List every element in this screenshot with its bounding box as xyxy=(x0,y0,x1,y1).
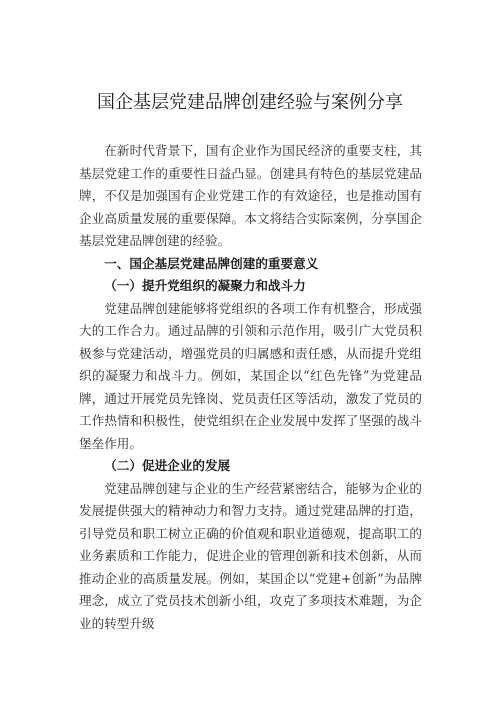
subsection-paragraph-2: 党建品牌创建与企业的生产经营紧密结合，能够为企业的发展提供强大的精神动力和智力支持。通过党建品牌的打造，引导党员和职工树立正确的价值观和职业道德观，提高职工的业务素质和工作能力，促进企业的管理创新和技术创新，从而推动企业的高质量发展。例如，某国企以“党建+创新”为品牌理念，成立了党员技术创新小组，攻克了多项技术难题，为企业的转型升级 xyxy=(79,480,422,631)
subsection-heading-1: （一）提升党组织的凝聚力和战斗力 xyxy=(104,278,306,293)
document-body xyxy=(79,140,422,635)
document-title: 国企基层党建品牌创建经验与案例分享 xyxy=(97,92,403,113)
intro-paragraph: 在新时代背景下，国有企业作为国民经济的重要支柱，其基层党建工作的重要性日益凸显。创建具有特色的基层党建品牌，不仅是加强国有企业党建工作的有效途径，也是推动国有企业高质量发展的重要保障。本文将结合实际案例，分享国企基层党建品牌创建的经验。 xyxy=(79,143,422,248)
subsection-paragraph-1: 党建品牌创建能够将党组织的各项工作有机整合，形成强大的工作合力。通过品牌的引领和示范作用，吸引广大党员积极参与党建活动，增强党员的归属感和责任感，从而提升党组织的凝聚力和战斗力。例如，某国企以“红色先锋”为党建品牌，通过开展党员先锋岗、党员责任区等活动，激发了党员的工作热情和积极性，使党组织在企业发展中发挥了坚强的战斗堡垒作用。 xyxy=(79,300,422,451)
section-heading-1: 一、国企基层党建品牌创建的重要意义 xyxy=(104,255,319,271)
subsection-heading-2: （二）促进企业的发展 xyxy=(104,458,231,473)
